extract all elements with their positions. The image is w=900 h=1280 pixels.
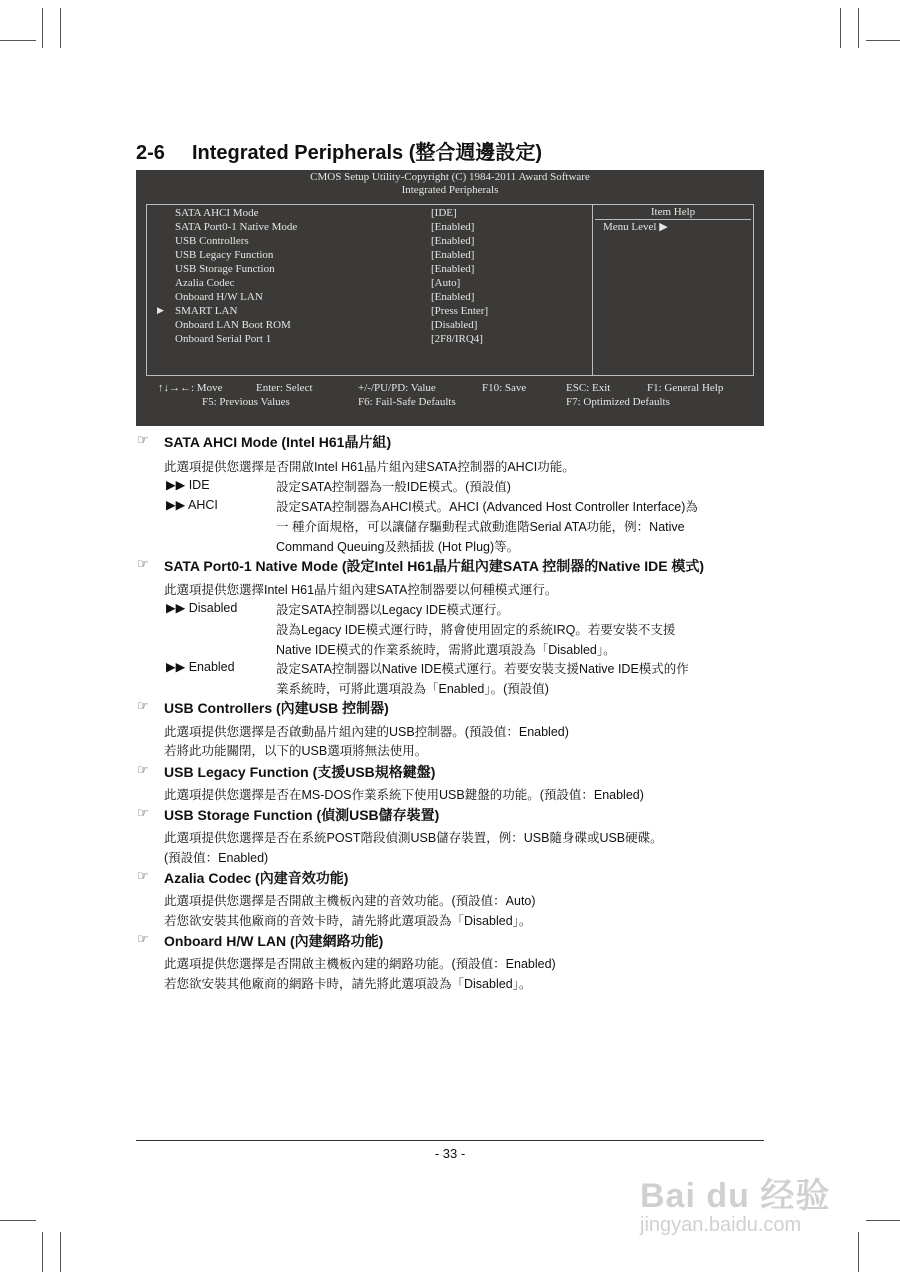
section-title: Integrated Peripherals (整合週邊設定) [192, 142, 543, 164]
bios-header-copyright: CMOS Setup Utility-Copyright (C) 1984-2011 Award Software [310, 171, 590, 183]
crop-mark [0, 1220, 36, 1221]
crop-mark [0, 40, 36, 41]
bios-row-label: SATA AHCI Mode [175, 207, 259, 219]
crop-mark [866, 40, 900, 41]
pointing-hand-icon: ☞ [137, 869, 149, 884]
section-heading [136, 136, 542, 165]
watermark-brand: Bai du 经验 [640, 1177, 831, 1215]
bios-row-label: USB Legacy Function [175, 249, 274, 261]
subsection-title: USB Storage Function (偵測USB儲存裝置) [164, 807, 440, 823]
key-hint: ↑↓→←: Move [158, 382, 223, 394]
pointing-hand-icon: ☞ [137, 433, 149, 448]
paragraph: 若您欲安裝其他廠商的音效卡時，請先將此選項設為「Disabled」。 [164, 914, 532, 928]
bios-row-value[interactable]: [Auto] [431, 277, 461, 289]
option-description: 一 種介面規格，可以讓儲存驅動程式啟動進階Serial ATA功能，例：Native [276, 520, 685, 534]
bios-row-value[interactable]: [Enabled] [431, 249, 475, 261]
paragraph: 此選項提供您選擇是否開啟主機板內建的網路功能。(預設值：Enabled) [164, 957, 556, 971]
bios-row-value[interactable]: [IDE] [431, 207, 457, 219]
crop-mark [866, 1220, 900, 1221]
key-hint: F1: General Help [647, 382, 724, 394]
key-hint: F7: Optimized Defaults [566, 396, 670, 408]
option-label: ▶▶ IDE [166, 478, 210, 492]
bios-header-title: Integrated Peripherals [401, 184, 499, 196]
subsection-title: USB Legacy Function (支援USB規格鍵盤) [164, 764, 436, 780]
bios-settings-panel [146, 204, 593, 376]
key-hint: +/-/PU/PD: Value [358, 382, 436, 394]
key-hint: ESC: Exit [566, 382, 611, 394]
subsection-title: Onboard H/W LAN (內建網路功能) [164, 933, 384, 949]
option-description: 設定SATA控制器為AHCI模式。AHCI (Advanced Host Controller Interface)為 [276, 500, 698, 514]
paragraph: 此選項提供您選擇是否開啟Intel H61晶片組內建SATA控制器的AHCI功能。 [164, 460, 575, 474]
section-number: 2-6 [136, 142, 165, 164]
pointing-hand-icon: ☞ [137, 806, 149, 821]
option-description: 業系統時，可將此選項設為「Enabled」。(預設值) [276, 682, 549, 696]
bios-row-label: Onboard H/W LAN [175, 291, 263, 303]
key-hint: F10: Save [482, 382, 527, 394]
paragraph: 此選項提供您選擇是否開啟主機板內建的音效功能。(預設值：Auto) [164, 894, 536, 908]
paragraph: (預設值：Enabled) [164, 851, 269, 865]
crop-mark [42, 1232, 43, 1272]
bios-row-label: USB Controllers [175, 235, 249, 247]
crop-mark [60, 1232, 61, 1272]
footer-divider [136, 1140, 764, 1141]
bios-screen [136, 170, 764, 426]
bios-row-label: Onboard LAN Boot ROM [175, 319, 291, 331]
bios-row-value[interactable]: [Press Enter] [431, 305, 489, 317]
bios-row-label: SMART LAN [175, 305, 238, 317]
subsection-title: SATA Port0-1 Native Mode (設定Intel H61晶片組內建SATA 控制器的Native IDE 模式) [164, 558, 705, 574]
bios-row-value[interactable]: [Enabled] [431, 235, 475, 247]
subsection-title: SATA AHCI Mode (Intel H61晶片組) [164, 434, 392, 450]
help-title: Item Help [650, 206, 696, 218]
crop-mark [858, 1232, 859, 1272]
bios-row-value[interactable]: [Disabled] [431, 319, 478, 331]
option-label: ▶▶ AHCI [166, 498, 218, 512]
bios-help-panel [592, 204, 754, 376]
option-description: 設為Legacy IDE模式運行時，將會使用固定的系統IRQ。若要安裝不支援 [276, 623, 676, 637]
pointing-hand-icon: ☞ [137, 557, 149, 572]
paragraph: 若將此功能關閉，以下的USB選項將無法使用。 [164, 744, 428, 758]
option-label: ▶▶ Enabled [166, 660, 235, 674]
subsection-title: Azalia Codec (內建音效功能) [164, 870, 349, 886]
bios-row-value[interactable]: [Enabled] [431, 291, 475, 303]
pointing-hand-icon: ☞ [137, 699, 149, 714]
crop-mark [60, 8, 61, 48]
watermark-url: jingyan.baidu.com [640, 1214, 802, 1236]
bios-row-value[interactable]: [Enabled] [431, 263, 475, 275]
paragraph: 此選項提供您選擇是否在MS-DOS作業系統下使用USB鍵盤的功能。(預設值：Enabled) [164, 788, 644, 802]
paragraph: 此選項提供您選擇是否在系統POST階段偵測USB儲存裝置，例：USB隨身碟或USB硬碟。 [164, 831, 663, 845]
page-number: - 33 - [434, 1146, 466, 1161]
bios-row-label: SATA Port0-1 Native Mode [175, 221, 298, 233]
crop-mark [858, 8, 859, 48]
option-description: 設定SATA控制器為一般IDE模式。(預設值) [276, 480, 511, 494]
option-description: Native IDE模式的作業系統時，需將此選項設為「Disabled」。 [276, 643, 616, 657]
paragraph: 此選項提供您選擇Intel H61晶片組內建SATA控制器要以何種模式運行。 [164, 583, 558, 597]
option-description: 設定SATA控制器以Legacy IDE模式運行。 [276, 603, 509, 617]
option-label: ▶▶ Disabled [166, 601, 238, 615]
menu-level: Menu Level ▶ [603, 221, 668, 233]
pointing-hand-icon: ☞ [137, 763, 149, 778]
key-hint: F6: Fail-Safe Defaults [358, 396, 456, 408]
crop-mark [42, 8, 43, 48]
crop-mark [840, 8, 841, 48]
key-hint: F5: Previous Values [202, 396, 290, 408]
option-description: 設定SATA控制器以Native IDE模式運行。若要安裝支援Native IDE模式的作 [276, 662, 689, 676]
subsection-title: USB Controllers (內建USB 控制器) [164, 700, 389, 716]
bios-row-label: USB Storage Function [175, 263, 275, 275]
bios-row-value[interactable]: [Enabled] [431, 221, 475, 233]
option-description: Command Queuing及熱插拔 (Hot Plug)等。 [276, 540, 520, 554]
bios-row-label: Azalia Codec [175, 277, 235, 289]
row-arrow-icon: ▶ [157, 305, 164, 315]
key-hint: Enter: Select [256, 382, 313, 394]
paragraph: 若您欲安裝其他廠商的網路卡時，請先將此選項設為「Disabled」。 [164, 977, 532, 991]
paragraph: 此選項提供您選擇是否啟動晶片組內建的USB控制器。(預設值：Enabled) [164, 725, 569, 739]
bios-row-label: Onboard Serial Port 1 [175, 333, 272, 345]
bios-row-value[interactable]: [2F8/IRQ4] [431, 333, 483, 345]
pointing-hand-icon: ☞ [137, 932, 149, 947]
